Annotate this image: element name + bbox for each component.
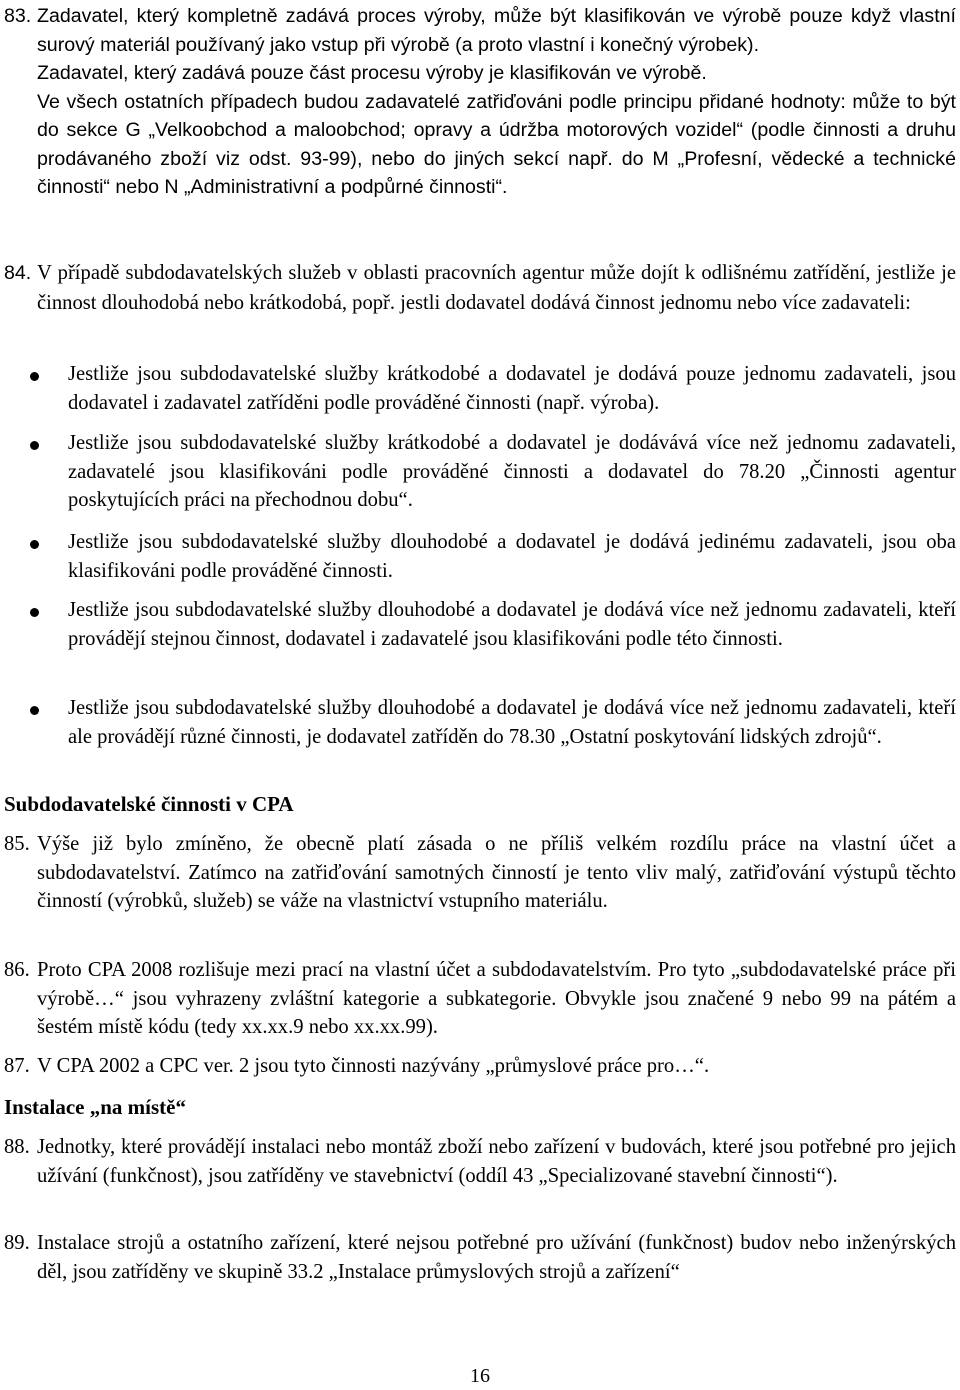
paragraph-text: Zadavatel, který kompletně zadává proces výroby, může být klasifikován ve výrobě pouze když vlastní surový materiál používaný jako vstup při výrobě (a proto vlastní i konečný výrobek). xyxy=(37,5,956,56)
list-item-text: Jestliže jsou subdodavatelské služby dlouhodobé a dodavatel je dodává jedinému zadavateli, jsou oba klasifikováni podle prováděné činnosti. xyxy=(68,531,956,582)
paragraph-85 xyxy=(4,830,956,916)
list-item-text: Jestliže jsou subdodavatelské služby krátkodobé a dodavatel je dodává pouze jednomu zadavateli, jsou dodavatel i zadavatel zatříděni podle prováděné činnosti (např. výroba). xyxy=(68,363,956,414)
paragraph-text: Jednotky, které provádějí instalaci nebo montáž zboží nebo zařízení v budovách, které jsou potřebné pro jejich užívání (funkčnost), jsou zatříděny ve stavebnictví (oddíl 43 „Specializované stavební činnosti“). xyxy=(37,1136,956,1187)
list-item-text: Jestliže jsou subdodavatelské služby krátkodobé a dodavatel je dodávává více než jednomu zadavateli, zadavatelé jsou klasifikováni podle prováděné činnosti a dodavatel do 78.20 „Činnosti agentur poskytujících práci na přechodnou dobu“. xyxy=(68,432,956,511)
section-heading: Subdodavatelské činnosti v CPA xyxy=(4,792,294,816)
bullet-icon xyxy=(30,706,39,715)
paragraph-number: 83. xyxy=(4,5,32,27)
page-number: 16 xyxy=(470,1365,490,1387)
paragraph-text: Ve všech ostatních případech budou zadavatelé zatřiďováni podle principu přidané hodnoty: může to být do sekce G „Velkoobchod a maloobchod; opravy a údržba motorových vozidel“ (podle činnosti a druhu prodávaného zboží viz odst. 93-99), nebo do jiných sekcí např. do M „Profesní, vědecké a technické činnosti“ nebo N „Administrativní a podpůrné činnosti“. xyxy=(37,90,956,198)
paragraph-87 xyxy=(4,1052,956,1081)
paragraph-number: 89. xyxy=(4,1232,30,1254)
list-item-text: Jestliže jsou subdodavatelské služby dlouhodobé a dodavatel je dodává více než jednomu zadavateli, kteří provádějí stejnou činnost, dodavatel i zadavatelé jsou klasifikováni podle této činnosti. xyxy=(68,599,956,650)
list-item xyxy=(30,429,956,515)
paragraph-number: 85. xyxy=(4,833,30,855)
section-heading: Instalace „na místě“ xyxy=(4,1095,186,1119)
bullet-icon xyxy=(30,540,39,549)
list-item xyxy=(30,528,956,585)
bullet-icon xyxy=(30,372,39,381)
paragraph-text: Proto CPA 2008 rozlišuje mezi prací na vlastní účet a subdodavatelstvím. Pro tyto „subdodavatelské práce při výrobě…“ jsou vyhrazeny zvláštní kategorie a subkategorie. Obvykle jsou značené 9 nebo 99 na pátém a šestém místě kódu (tedy xx.xx.9 nebo xx.xx.99). xyxy=(37,959,956,1038)
list-item-text: Jestliže jsou subdodavatelské služby dlouhodobé a dodavatel je dodává více než jednomu zadavateli, kteří ale provádějí různé činnosti, je dodavatel zatříděn do 78.30 „Ostatní poskytování lidských zdrojů“. xyxy=(68,697,956,748)
paragraph-text: Výše již bylo zmíněno, že obecně platí zásada o ne příliš velkém rozdílu práce na vlastní účet a subdodavatelství. Zatímco na zatřiďování samotných činností je tento vliv malý, zatřiďování výstupů těchto činností (výrobků, služeb) se váže na vlastnictví vstupního materiálu. xyxy=(37,833,956,912)
paragraph-number: 84. xyxy=(4,262,32,284)
paragraph-text: Zadavatel, který zadává pouze část procesu výroby je klasifikován ve výrobě. xyxy=(37,62,707,84)
paragraph-84 xyxy=(4,259,956,318)
paragraph-83 xyxy=(4,2,956,202)
paragraph-86 xyxy=(4,956,956,1042)
paragraph-text: V případě subdodavatelských služeb v oblasti pracovních agentur může dojít k odlišnému zatřídění, jestliže je činnost dlouhodobá nebo krátkodobá, popř. jestli dodavatel dodává činnost jednomu nebo více zadavateli: xyxy=(37,262,956,314)
paragraph-number: 87. xyxy=(4,1055,30,1077)
list-item xyxy=(30,694,956,751)
paragraph-88 xyxy=(4,1133,956,1190)
paragraph-text: Instalace strojů a ostatního zařízení, které nejsou potřebné pro užívání (funkčnost) budov nebo inženýrských děl, jsou zatříděny ve skupině 33.2 „Instalace průmyslových strojů a zařízení“ xyxy=(37,1232,956,1283)
paragraph-number: 86. xyxy=(4,959,30,981)
paragraph-number: 88. xyxy=(4,1136,30,1158)
bullet-icon xyxy=(30,441,39,450)
paragraph-89 xyxy=(4,1229,956,1286)
list-item xyxy=(30,360,956,417)
list-item xyxy=(30,596,956,653)
bullet-icon xyxy=(30,608,39,617)
paragraph-text: V CPA 2002 a CPC ver. 2 jsou tyto činnosti nazývány „průmyslové práce pro…“. xyxy=(37,1055,710,1077)
